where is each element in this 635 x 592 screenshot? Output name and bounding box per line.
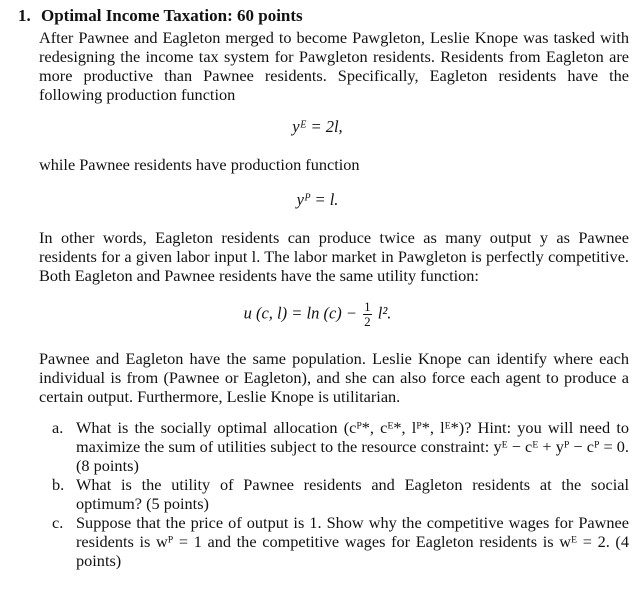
question-text: Suppose that the price of output is 1. Show why the competitive wages for Pawnee residents is wᴾ = 1 and the competitive wages for Eagleton residents is wᴱ = 2. (4 points) [76,513,629,570]
utility-lhs: u (c, l) = ln (c) − [243,303,358,323]
question-list [52,418,629,570]
question-marker: b. [52,475,65,494]
population-paragraph: Pawnee and Eagleton have the same population. Leslie Knope can identify where each individual is from (Pawnee or Eagleton), and she can also force each agent to produce a certain output. Furthermore, Leslie Knope is utilitarian. [39,349,629,406]
problem-number: 1. [18,6,31,25]
question-item-c [52,513,629,570]
problem-title: Optimal Income Taxation: 60 points [41,6,303,25]
utility-fraction [363,300,372,329]
utility-equation [0,300,635,329]
question-text: What is the socially optimal allocation (cᴾ*, cᴱ*, lᴾ*, lᴱ*)? Hint: you will need to maximize the sum of utilities subject to the resource constraint: yᴱ − cᴱ + yᴾ − cᴾ = 0. (8 points) [76,418,629,475]
labor-paragraph: In other words, Eagleton residents can produce twice as many output y as Pawnee residents for a given labor input l. The labor market in Pawgleton is perfectly competitive. Both Eagleton and Pawnee residents have the same utility function: [39,228,629,285]
problem-heading [18,6,303,26]
eagleton-production-text: yᴱ = 2l, [292,117,343,136]
utility-fraction-numerator: 1 [364,299,371,314]
pawnee-intro-paragraph: while Pawnee residents have production function [39,155,360,174]
pawnee-production-equation [0,190,635,210]
pawnee-production-text: yᴾ = l. [296,190,339,209]
eagleton-production-equation [0,117,635,137]
question-item-a [52,418,629,475]
question-text: What is the utility of Pawnee residents and Eagleton residents at the social optimum? (5 points) [76,475,629,513]
question-item-b [52,475,629,513]
question-marker: a. [52,418,64,437]
utility-rhs: l². [377,303,392,323]
intro-paragraph: After Pawnee and Eagleton merged to become Pawgleton, Leslie Knope was tasked with redesigning the income tax system for Pawgleton residents. Residents from Eagleton are more productive than Pawnee residents. Specifically, Eagleton residents have the following production function [39,28,629,104]
utility-fraction-denominator: 2 [364,314,371,329]
question-marker: c. [52,513,64,532]
